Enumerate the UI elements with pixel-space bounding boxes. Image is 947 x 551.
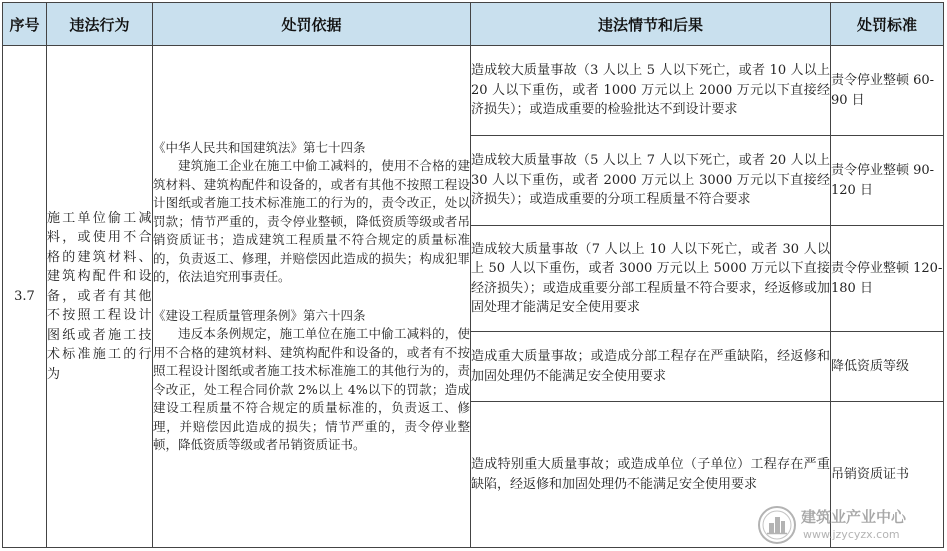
violation-text: 施工单位偷工减料，或使用不合格的建筑材料、建筑构配件和设备，或者有其他不按照工程设计图纸或者施工技术标准施工的行为	[47, 210, 152, 382]
header-row	[3, 3, 944, 46]
watermark-url: www.jzycyzx.com	[803, 528, 900, 541]
standard-cell: 责令停业整顿 60-90 日	[831, 46, 944, 136]
regulation-title: 《建设工程质量管理条例》第六十四条	[153, 307, 366, 323]
regulation-article	[153, 307, 470, 455]
penalty-table	[2, 2, 944, 548]
law-body: 建筑施工企业在施工中偷工减料的，使用不合格的建筑材料、建筑构配件和设备的，或者有其他不按照工程设计图纸或者施工技术标准施工的行为的，责令改正，处以罚款；情节严重的，责令停业整顿，降低资质等级或者吊销资质证书；造成建筑工程质量不符合规定的质量标准的，负责返工、修理，并赔偿因此造成的损失；构成犯罪的，依法追究刑事责任。	[153, 158, 470, 284]
building-seal-icon	[757, 505, 797, 545]
header-violation: 违法行为	[47, 3, 153, 46]
circumstance-cell: 造成较大质量事故（5 人以上 7 人以下死亡，或者 20 人以上 30 人以下重伤，或者 2000 万元以上 3000 万元以下直接经济损失）；或造成重要的分项工程质量不符合要求	[471, 136, 831, 226]
header-standard: 处罚标准	[831, 3, 944, 46]
circumstance-cell: 造成重大质量事故；或造成分部工程存在严重缺陷，经返修和加固处理仍不能满足安全使用要求	[471, 332, 831, 402]
circumstance-cell: 造成特别重大质量事故；或造成单位（子单位）工程存在严重缺陷，经返修和加固处理仍不能满足安全使用要求	[471, 402, 831, 548]
standard-cell: 责令停业整顿 90-120 日	[831, 136, 944, 226]
regulation-body: 违反本条例规定，施工单位在施工中偷工减料的，使用不合格的建筑材料、建筑构配件和设备的，或者有不按照工程设计图纸或者施工技术标准施工的其他行为的，责令改正，处工程合同价款 2%以上 4%以下的罚款；造成建设工程质量不符合规定的质量标准的，负责返工、修理，并赔偿因此造成的损失；情节严重的，责令停业整顿，降低资质等级或者吊销资质证书。	[153, 326, 470, 452]
header-circumstances: 违法情节和后果	[471, 3, 831, 46]
violation-cell	[47, 46, 153, 548]
watermark-name: 建筑业产业中心	[801, 508, 907, 526]
header-basis: 处罚依据	[153, 3, 471, 46]
table-row	[3, 46, 944, 136]
law-article	[153, 139, 470, 287]
standard-cell: 吊销资质证书	[831, 402, 944, 548]
circumstance-cell: 造成较大质量事故（7 人以上 10 人以下死亡，或者 30 人以上 50 人以下重伤，或者 3000 万元以上 5000 万元以下直接经济损失）；或造成重要分部工程质量不符合要求，经返修或加固处理才能满足安全使用要求	[471, 226, 831, 332]
law-title: 《中华人民共和国建筑法》第七十四条	[153, 139, 366, 155]
circumstance-cell: 造成较大质量事故（3 人以上 5 人以下死亡，或者 10 人以上 20 人以下重伤，或者 1000 万元以上 2000 万元以下直接经济损失）；或造成重要的检验批达不到设计要求	[471, 46, 831, 136]
watermark	[757, 499, 935, 549]
standard-cell: 降低资质等级	[831, 332, 944, 402]
header-seq: 序号	[3, 3, 47, 46]
basis-cell	[153, 46, 471, 548]
seq-cell: 3.7	[3, 46, 47, 548]
standard-cell: 责令停业整顿 120-180 日	[831, 226, 944, 332]
